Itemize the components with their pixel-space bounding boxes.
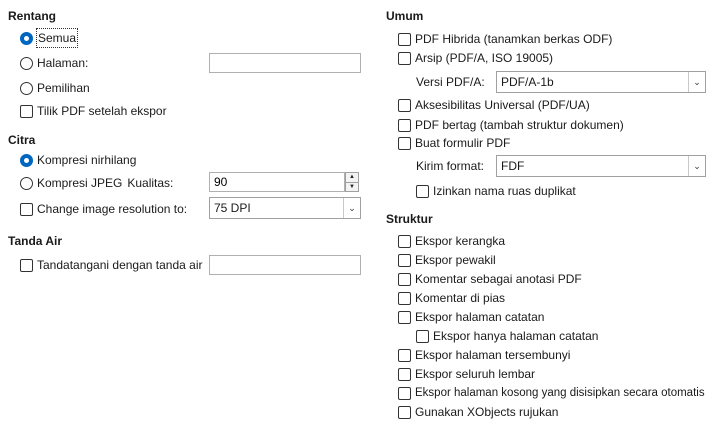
comments-pdf-label: Komentar sebagai anotasi PDF [415, 272, 582, 286]
range-heading: Rentang [8, 9, 56, 23]
submit-format-label: Kirim format: [416, 159, 485, 173]
radio-selected-icon [20, 32, 33, 45]
checkbox-icon [398, 235, 411, 248]
range-selection-label: Pemilihan [37, 81, 90, 95]
checkbox-icon [416, 330, 429, 343]
checkbox-icon [398, 119, 411, 132]
placeholders-checkbox[interactable] [398, 251, 496, 269]
checkbox-icon [398, 99, 411, 112]
allow-duplicate-label: Izinkan nama ruas duplikat [433, 184, 576, 198]
tagged-label: PDF bertag (tambah struktur dokumen) [415, 118, 624, 132]
lossless-label: Kompresi nirhilang [37, 153, 137, 167]
archive-label: Arsip (PDF/A, ISO 19005) [415, 51, 554, 65]
create-form-checkbox[interactable] [398, 134, 510, 152]
whole-sheet-label: Ekspor seluruh lembar [415, 367, 536, 381]
resolution-label: Change image resolution to: [37, 202, 188, 216]
jpeg-label: Kompresi JPEG [37, 176, 123, 190]
spin-up-icon[interactable]: ▲ [345, 172, 359, 183]
watermark-heading: Tanda Air [8, 234, 63, 248]
outline-checkbox[interactable] [398, 232, 505, 250]
radio-icon [20, 82, 33, 95]
checkbox-icon [398, 52, 411, 65]
chevron-down-icon[interactable]: ⌄ [688, 156, 705, 176]
chevron-down-icon[interactable]: ⌄ [688, 72, 705, 92]
pdfa-version-label: Versi PDF/A: [416, 75, 485, 89]
xobjects-checkbox[interactable] [398, 403, 558, 421]
blank-pages-checkbox[interactable] [398, 384, 705, 402]
hybrid-checkbox[interactable] [398, 30, 612, 48]
jpeg-radio[interactable] [20, 174, 173, 192]
checkbox-icon [398, 33, 411, 46]
blank-pages-label: Ekspor halaman kosong yang disisipkan secara otomatis [415, 387, 705, 399]
only-notes-label: Ekspor hanya halaman catatan [433, 329, 599, 343]
chevron-down-icon[interactable]: ⌄ [343, 198, 360, 218]
view-pdf-label: Tilik PDF setelah ekspor [37, 104, 167, 118]
checkbox-icon [398, 292, 411, 305]
notes-pages-label: Ekspor halaman catatan [415, 310, 545, 324]
checkbox-icon [20, 259, 33, 272]
range-pages-label: Halaman: [37, 56, 89, 70]
checkbox-icon [398, 368, 411, 381]
lossless-radio[interactable] [20, 151, 136, 169]
view-pdf-checkbox[interactable] [20, 102, 167, 120]
checkbox-icon [20, 203, 33, 216]
hidden-pages-label: Ekspor halaman tersembunyi [415, 348, 571, 362]
checkbox-icon [398, 387, 411, 400]
create-form-label: Buat formulir PDF [415, 136, 511, 150]
checkbox-icon [398, 254, 411, 267]
submit-format-value: FDF [501, 159, 525, 173]
quality-input[interactable] [209, 172, 345, 192]
range-all-radio[interactable] [20, 29, 77, 47]
watermark-input[interactable] [209, 255, 361, 275]
range-pages-input[interactable] [209, 53, 361, 73]
checkbox-icon [20, 105, 33, 118]
comments-margin-checkbox[interactable] [398, 289, 505, 307]
hidden-pages-checkbox[interactable] [398, 346, 570, 364]
watermark-label: Tandatangani dengan tanda air [37, 258, 203, 272]
archive-checkbox[interactable] [398, 49, 553, 67]
allow-duplicate-checkbox[interactable] [416, 182, 576, 200]
tagged-checkbox[interactable] [398, 116, 624, 134]
checkbox-icon [416, 185, 429, 198]
watermark-checkbox[interactable] [20, 256, 202, 274]
accessibility-checkbox[interactable] [398, 96, 590, 114]
checkbox-icon [398, 406, 411, 419]
resolution-checkbox[interactable] [20, 200, 187, 218]
only-notes-checkbox[interactable] [416, 327, 598, 345]
pdfa-version-select[interactable] [496, 71, 706, 93]
quality-label: Kualitas: [127, 176, 174, 190]
xobjects-label: Gunakan XObjects rujukan [415, 405, 559, 419]
checkbox-icon [398, 137, 411, 150]
whole-sheet-checkbox[interactable] [398, 365, 535, 383]
structure-heading: Struktur [386, 212, 433, 226]
range-all-label: Semua [38, 31, 77, 45]
images-heading: Citra [8, 133, 36, 147]
range-pages-radio[interactable] [20, 54, 88, 72]
submit-format-select[interactable] [496, 155, 706, 177]
checkbox-icon [398, 273, 411, 286]
resolution-select[interactable] [209, 197, 361, 219]
range-selection-radio[interactable] [20, 79, 90, 97]
accessibility-label: Aksesibilitas Universal (PDF/UA) [415, 98, 590, 112]
checkbox-icon [398, 349, 411, 362]
radio-icon [20, 57, 33, 70]
pdfa-version-value: PDF/A-1b [501, 75, 554, 89]
checkbox-icon [398, 311, 411, 324]
radio-selected-icon [20, 154, 33, 167]
notes-pages-checkbox[interactable] [398, 308, 544, 326]
spin-down-icon[interactable]: ▼ [345, 183, 359, 193]
hybrid-label: PDF Hibrida (tanamkan berkas ODF) [415, 32, 613, 46]
outline-label: Ekspor kerangka [415, 234, 506, 248]
placeholders-label: Ekspor pewakil [415, 253, 496, 267]
resolution-value: 75 DPI [214, 201, 251, 215]
comments-margin-label: Komentar di pias [415, 291, 506, 305]
general-heading: Umum [386, 9, 424, 23]
quality-spinner[interactable] [345, 172, 359, 192]
comments-pdf-checkbox[interactable] [398, 270, 582, 288]
radio-icon [20, 177, 33, 190]
